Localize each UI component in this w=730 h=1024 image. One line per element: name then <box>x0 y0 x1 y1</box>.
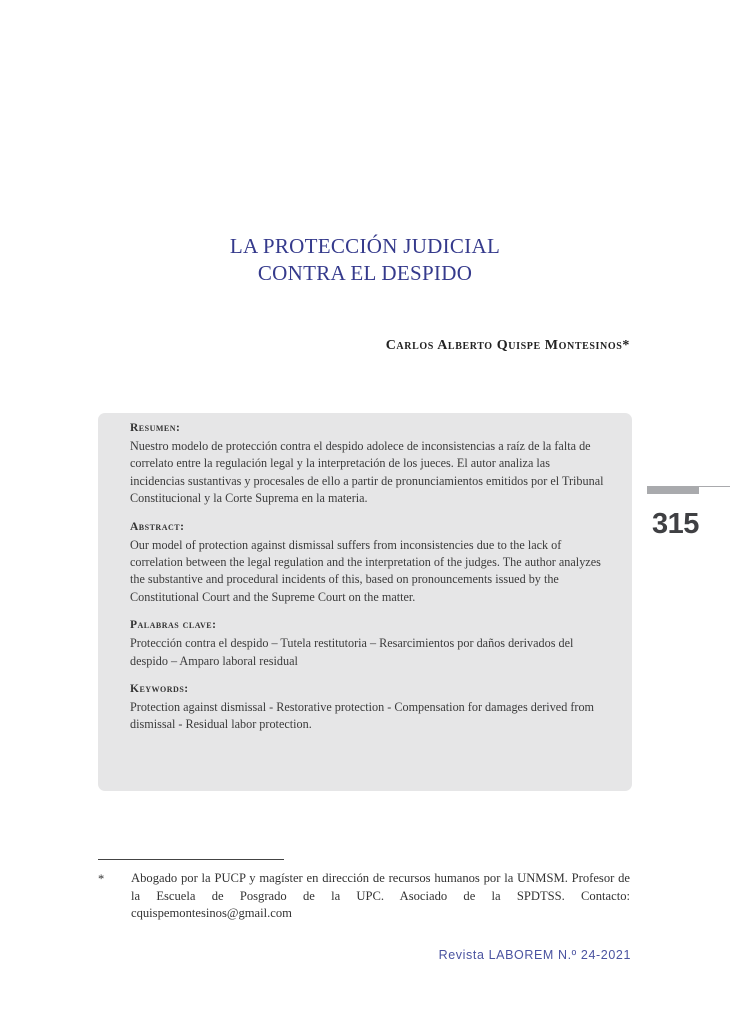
page-tab-bar <box>647 486 699 494</box>
page-tab-line <box>699 486 730 487</box>
author-footnote-marker: * <box>622 338 630 353</box>
article-title <box>0 233 730 287</box>
author-name: Carlos Alberto Quispe Montesinos <box>385 338 623 353</box>
footnote-text: Abogado por la PUCP y magíster en dirección de recursos humanos por la UNMSM. Profesor de la Escuela de Posgrado de la UPC. Asociado de la SPDTSS. Contacto: cquispemontesinos@gmail.com <box>131 871 630 921</box>
abstract-heading: Abstract: <box>130 520 185 533</box>
author-byline <box>386 338 630 354</box>
keywords-heading: Keywords: <box>130 683 189 696</box>
resumen-heading: Resumen: <box>130 422 181 434</box>
footnote-marker: * <box>98 872 105 886</box>
keywords-text: Protection against dismissal - Restorative protection - Compensation for damages derived from dismissal - Residual labor protection. <box>130 700 595 732</box>
article-title-line-1: LA PROTECCIÓN JUDICIAL <box>229 234 501 258</box>
palabras-clave-heading: Palabras clave: <box>130 619 217 632</box>
palabras-clave-text: Protección contra el despido – Tutela restitutoria – Resarcimientos por daños derivados del despido – Amparo laboral residual <box>130 636 574 668</box>
abstract-text: Our model of protection against dismissal suffers from inconsistencies due to the lack of correlation between the legal regulation and the interpretation of the judges. The author analyzes the substantive and procedural incidents of this, based on pronouncements issued by the Constitutional Court and the Supreme Court on the matter. <box>130 537 601 604</box>
article-title-line-2: CONTRA EL DESPIDO <box>257 261 473 285</box>
footnote-divider <box>98 859 284 860</box>
page-number: 315 <box>652 508 699 540</box>
journal-footer: Revista LABOREM N.º 24-2021 <box>438 948 631 962</box>
resumen-text: Nuestro modelo de protección contra el despido adolece de inconsistencias a raíz de la falta de correlato entre la regulación legal y la interpretación de los jueces. El autor analiza las incidencias sustantivas y procesales de ello a partir de pronunciamientos emitidos por el Tribunal Constitucional y la Corte Suprema en la materia. <box>130 439 604 506</box>
abstract-box <box>98 413 632 791</box>
